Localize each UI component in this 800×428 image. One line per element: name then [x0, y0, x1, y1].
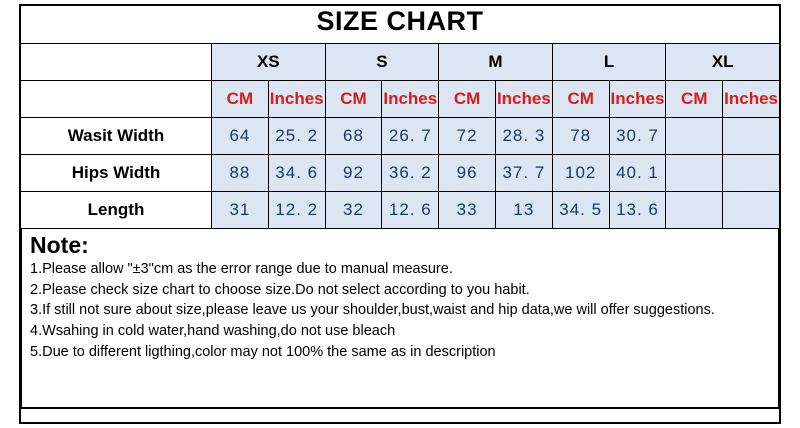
size-header-l: L	[552, 44, 666, 81]
cell-length-xl-in	[723, 192, 780, 229]
table-row	[21, 155, 780, 192]
cell-waist-xs-in: 25. 2	[268, 118, 325, 155]
note-line-1: 1.Please allow "±3"cm as the error range due to manual measure.	[30, 261, 453, 278]
size-header-xl: XL	[666, 44, 780, 81]
corner-cell	[21, 44, 212, 81]
unit-row-corner	[21, 81, 212, 118]
size-header-s: S	[325, 44, 439, 81]
unit-inches-l: Inches	[609, 81, 666, 118]
unit-inches-m: Inches	[495, 81, 552, 118]
page-title: SIZE CHART	[316, 6, 484, 36]
cell-waist-m-in: 28. 3	[495, 118, 552, 155]
table-row-sizes	[21, 44, 780, 81]
row-label-length: Length	[21, 192, 212, 229]
cell-waist-m-cm: 72	[439, 118, 496, 155]
cell-length-m-cm: 33	[439, 192, 496, 229]
row-label-hips-width: Hips Width	[21, 155, 212, 192]
unit-cm-m: CM	[439, 81, 496, 118]
cell-length-s-in: 12. 6	[382, 192, 439, 229]
note-line-3: 3.If still not sure about size,please leave us your shoulder,bust,waist and hip data,we will offer suggestions.	[30, 302, 715, 319]
cell-hips-s-cm: 92	[325, 155, 382, 192]
unit-cm-xs: CM	[212, 81, 269, 118]
unit-cm-s: CM	[325, 81, 382, 118]
cell-hips-l-in: 40. 1	[609, 155, 666, 192]
cell-hips-m-in: 37. 7	[495, 155, 552, 192]
cell-waist-l-cm: 78	[552, 118, 609, 155]
cell-waist-s-in: 26. 7	[382, 118, 439, 155]
row-label-waist-width: Wasit Width	[21, 118, 212, 155]
size-header-xs: XS	[212, 44, 326, 81]
cell-hips-l-cm: 102	[552, 155, 609, 192]
note-line-2: 2.Please check size chart to choose size.Do not select according to you habit.	[30, 281, 530, 298]
unit-cm-l: CM	[552, 81, 609, 118]
cell-waist-xs-cm: 64	[212, 118, 269, 155]
cell-waist-l-in: 30. 7	[609, 118, 666, 155]
size-chart-table	[20, 43, 780, 229]
cell-length-l-in: 13. 6	[609, 192, 666, 229]
cell-hips-xs-in: 34. 6	[268, 155, 325, 192]
note-section	[20, 229, 780, 409]
unit-cm-xl: CM	[666, 81, 723, 118]
size-header-m: M	[439, 44, 553, 81]
note-line-5: 5.Due to different ligthing,color may not 100% the same as in description	[30, 343, 496, 360]
cell-length-s-cm: 32	[325, 192, 382, 229]
cell-hips-xl-in	[723, 155, 780, 192]
cell-hips-s-in: 36. 2	[382, 155, 439, 192]
table-row	[21, 118, 780, 155]
cell-waist-xl-cm	[666, 118, 723, 155]
cell-length-xl-cm	[666, 192, 723, 229]
cell-hips-xs-cm: 88	[212, 155, 269, 192]
cell-length-xs-in: 12. 2	[268, 192, 325, 229]
cell-length-xs-cm: 31	[212, 192, 269, 229]
table-row-units	[21, 81, 780, 118]
cell-hips-xl-cm	[666, 155, 723, 192]
unit-inches-xl: Inches	[723, 81, 780, 118]
unit-inches-xs: Inches	[268, 81, 325, 118]
cell-waist-xl-in	[723, 118, 780, 155]
note-heading: Note:	[30, 232, 89, 258]
cell-hips-m-cm: 96	[439, 155, 496, 192]
table-row	[21, 192, 780, 229]
note-line-4: 4.Wsahing in cold water,hand washing,do not use bleach	[30, 323, 396, 340]
unit-inches-s: Inches	[382, 81, 439, 118]
cell-length-m-in: 13	[495, 192, 552, 229]
cell-length-l-cm: 34. 5	[552, 192, 609, 229]
cell-waist-s-cm: 68	[325, 118, 382, 155]
